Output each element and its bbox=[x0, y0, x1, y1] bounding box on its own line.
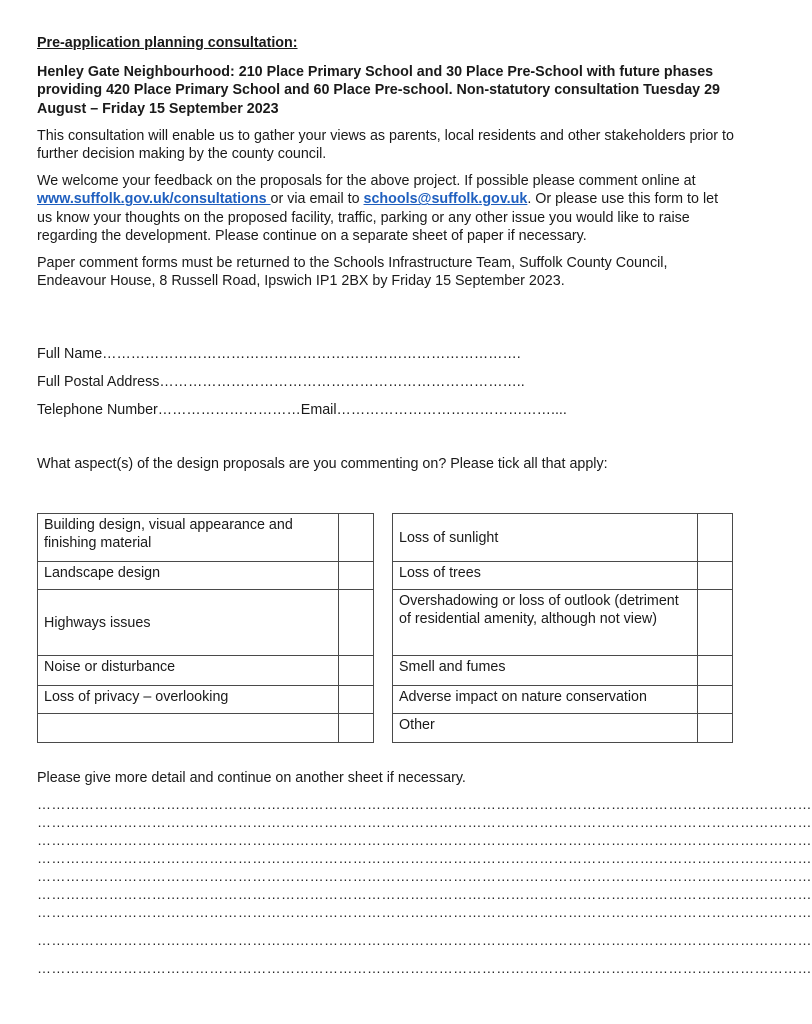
option-row bbox=[393, 656, 733, 686]
checkbox-noise-disturbance[interactable] bbox=[339, 656, 374, 686]
option-row bbox=[38, 656, 374, 686]
detail-prompt: Please give more detail and continue on another sheet if necessary. bbox=[37, 770, 466, 786]
checkbox-loss-of-sunlight[interactable] bbox=[698, 514, 733, 562]
feedback-text-3: . Or please use this form to let us know your thoughts on the proposed facility, traffic, parking or any other issue you would like to raise regarding the development. Please continue on a separate sheet of paper if necessary. bbox=[37, 191, 719, 244]
telephone-field[interactable]: Telephone Number………………………… bbox=[37, 402, 301, 418]
option-overshadowing bbox=[393, 590, 698, 656]
consultations-link[interactable]: www.suffolk.gov.uk/consultations bbox=[37, 191, 271, 208]
checkbox-loss-of-privacy[interactable] bbox=[339, 686, 374, 714]
option-row bbox=[38, 686, 374, 714]
left-options-table bbox=[37, 513, 374, 743]
schools-email-link[interactable]: schools@suffolk.gov.uk bbox=[363, 191, 528, 208]
checkbox-blank[interactable] bbox=[339, 714, 374, 743]
option-overshadowing-line1: Overshadowing or loss of outlook (detriment bbox=[399, 593, 679, 609]
option-row bbox=[393, 514, 733, 562]
checkbox-other[interactable] bbox=[698, 714, 733, 743]
comment-line[interactable]: ……………………………………………………………………………………………………………………………………………… bbox=[37, 904, 812, 920]
option-row bbox=[38, 590, 374, 656]
option-blank bbox=[38, 714, 339, 743]
intro-paragraph: This consultation will enable us to gather your views as parents, local residents and other stakeholders prior to further decision making by the county council. bbox=[37, 127, 734, 163]
comment-line[interactable]: ……………………………………………………………………………………………………………………………………………… bbox=[37, 932, 812, 948]
checkbox-highways-issues[interactable] bbox=[339, 590, 374, 656]
form-heading: Pre-application planning consultation: bbox=[37, 35, 298, 51]
form-header bbox=[37, 34, 737, 290]
email-field[interactable]: Email……………………………………….... bbox=[300, 402, 567, 418]
comment-line[interactable]: ……………………………………………………………………………………………………………………………………………… bbox=[37, 814, 812, 830]
right-options-table bbox=[392, 513, 733, 743]
option-row bbox=[393, 686, 733, 714]
option-landscape-design: Landscape design bbox=[38, 562, 339, 590]
option-loss-of-privacy: Loss of privacy – overlooking bbox=[38, 686, 339, 714]
postal-address-field[interactable]: Full Postal Address………………………………………………………………….. bbox=[37, 374, 525, 390]
feedback-paragraph bbox=[37, 172, 737, 245]
comment-line[interactable]: ……………………………………………………………………………………………………………………………………………… bbox=[37, 868, 812, 884]
comment-line[interactable]: ……………………………………………………………………………………………………………………………………………… bbox=[37, 886, 812, 902]
option-row bbox=[393, 562, 733, 590]
comment-line[interactable]: ……………………………………………………………………………………………………………………………………………… bbox=[37, 796, 812, 812]
checkbox-loss-of-trees[interactable] bbox=[698, 562, 733, 590]
option-other: Other bbox=[393, 714, 698, 743]
option-row bbox=[38, 714, 374, 743]
checkbox-building-design[interactable] bbox=[339, 514, 374, 562]
option-highways-issues: Highways issues bbox=[38, 590, 339, 656]
option-row bbox=[38, 514, 374, 562]
option-loss-of-sunlight: Loss of sunlight bbox=[393, 514, 698, 562]
comment-line[interactable]: ……………………………………………………………………………………………………………………………………………… bbox=[37, 960, 812, 976]
consultation-title: Henley Gate Neighbourhood: 210 Place Primary School and 30 Place Pre-School with future phases providing 420 Place Primary School and 60 Place Pre-school. Non-statutory consultation Tuesday 29 August – Friday 15 September 2023 bbox=[37, 64, 721, 117]
option-building-design: Building design, visual appearance and finishing material bbox=[38, 514, 339, 562]
option-noise-disturbance: Noise or disturbance bbox=[38, 656, 339, 686]
comment-line[interactable]: ……………………………………………………………………………………………………………………………………………… bbox=[37, 832, 812, 848]
comment-line[interactable]: ……………………………………………………………………………………………………………………………………………… bbox=[37, 850, 812, 866]
contact-row bbox=[37, 402, 567, 418]
option-nature-conservation: Adverse impact on nature conservation bbox=[393, 686, 698, 714]
option-row bbox=[393, 714, 733, 743]
checkbox-landscape-design[interactable] bbox=[339, 562, 374, 590]
return-paragraph: Paper comment forms must be returned to the Schools Infrastructure Team, Suffolk County Council, Endeavour House, 8 Russell Road, Ipswich IP1 2BX by Friday 15 September 2023. bbox=[37, 255, 668, 290]
feedback-text-2: or via email to bbox=[270, 191, 364, 208]
option-smell-fumes: Smell and fumes bbox=[393, 656, 698, 686]
option-loss-of-trees: Loss of trees bbox=[393, 562, 698, 590]
option-row bbox=[393, 590, 733, 656]
option-row bbox=[38, 562, 374, 590]
checkbox-overshadowing[interactable] bbox=[698, 590, 733, 656]
feedback-text-1: We welcome your feedback on the proposals for the above project. If possible please comment online at bbox=[37, 173, 696, 190]
full-name-field[interactable]: Full Name……………………………………………………………………………. bbox=[37, 346, 521, 362]
aspects-question: What aspect(s) of the design proposals are you commenting on? Please tick all that apply: bbox=[37, 456, 608, 472]
checkbox-smell-fumes[interactable] bbox=[698, 656, 733, 686]
checkbox-nature-conservation[interactable] bbox=[698, 686, 733, 714]
option-overshadowing-line2: of residential amenity, although not view) bbox=[399, 611, 658, 627]
